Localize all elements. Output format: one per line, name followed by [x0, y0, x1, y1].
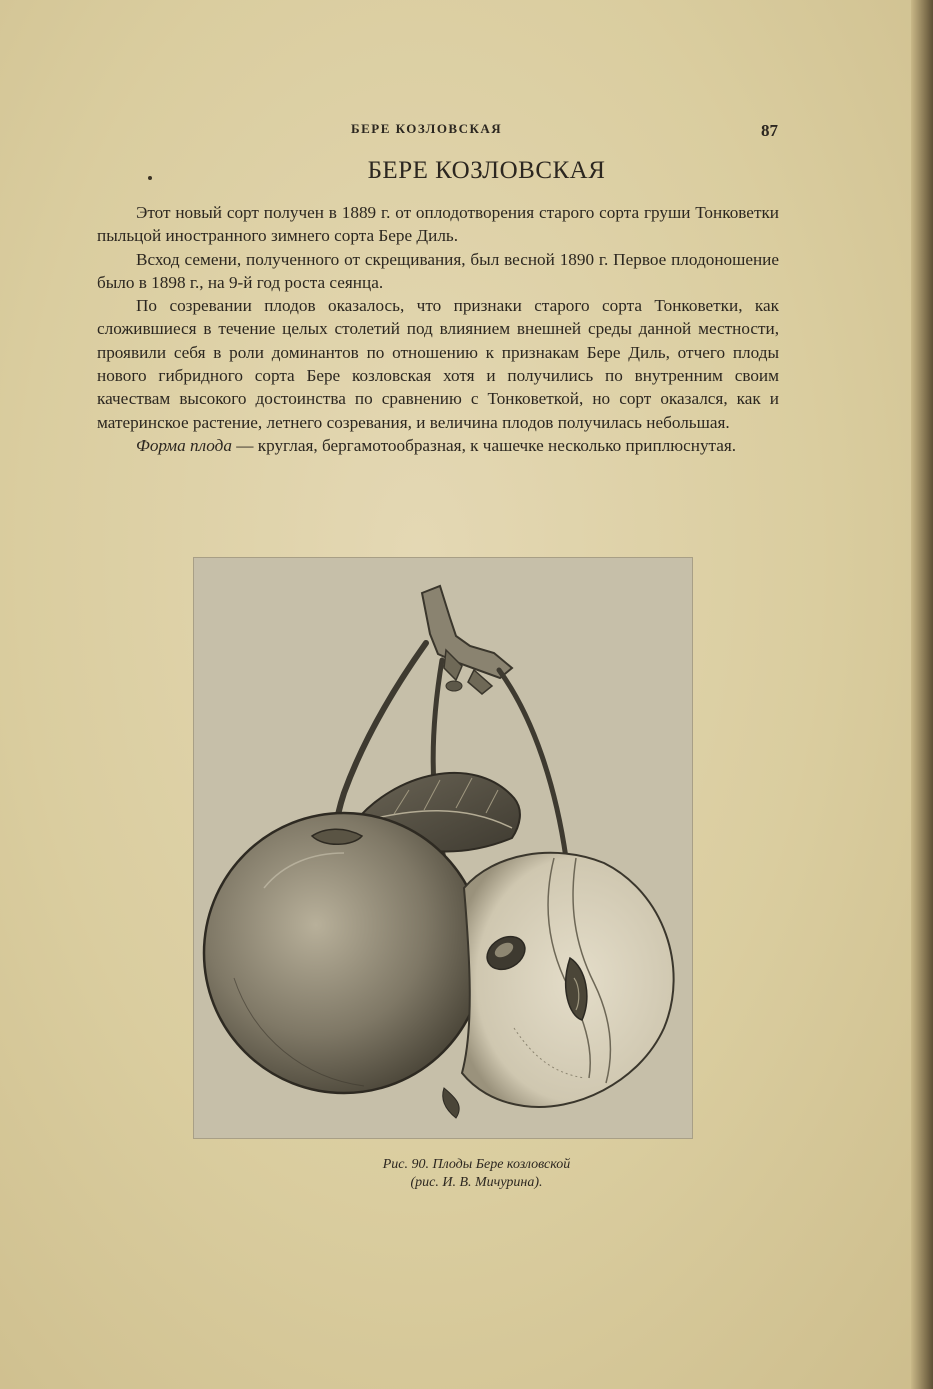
- pear-illustration: [193, 557, 693, 1139]
- caption-line-1: Рис. 90. Плоды Бере козловской: [382, 1157, 571, 1172]
- calyx: [443, 1088, 459, 1118]
- article-body: [97, 201, 779, 457]
- figure-caption: [0, 1156, 933, 1192]
- paragraph-origin: Этот новый сорт получен в 1889 г. от оплодотворения старого сорта груши Тонковетки пыльцой иностранного зимнего сорта Бере Диль.: [97, 203, 779, 246]
- caption-line-2: (рис. И. В. Мичурина).: [410, 1175, 543, 1190]
- paragraph-traits: По созревании плодов оказалось, что признаки старого сорта Тонковетки, как сложившиеся в течение целых столетий под влиянием внешней среды данной местности, проявили себя в роли доминантов по отношению к признакам Бере Диль, отчего плоды нового гибридного сорта Бере козловская хотя и получились по внутренним своим качествам высокого достоинства по сравнению с Тонковеткой, но сорт оказался, как и материнское растение, летнего созревания, и величина плодов получилась небольшая.: [97, 296, 779, 432]
- branch-spur: [422, 586, 512, 694]
- running-title: БЕРЕ КОЗЛОВСКАЯ: [351, 121, 503, 136]
- article-title: БЕРЕ КОЗЛОВСКАЯ: [367, 157, 606, 184]
- page-number: 87: [761, 121, 778, 140]
- paragraph-shape: [97, 434, 779, 457]
- whole-pear: [204, 813, 484, 1093]
- paragraph-fruiting: Всход семени, полученного от скрещивания, был весной 1890 г. Первое плодоношение было в 1898 г., на 9-й год роста сеянца.: [97, 249, 779, 292]
- shape-label: Форма плода: [136, 435, 232, 455]
- cut-pear: [462, 853, 674, 1107]
- shape-text: — круглая, бергамотообразная, к чашечке несколько приплюснутая.: [231, 435, 737, 455]
